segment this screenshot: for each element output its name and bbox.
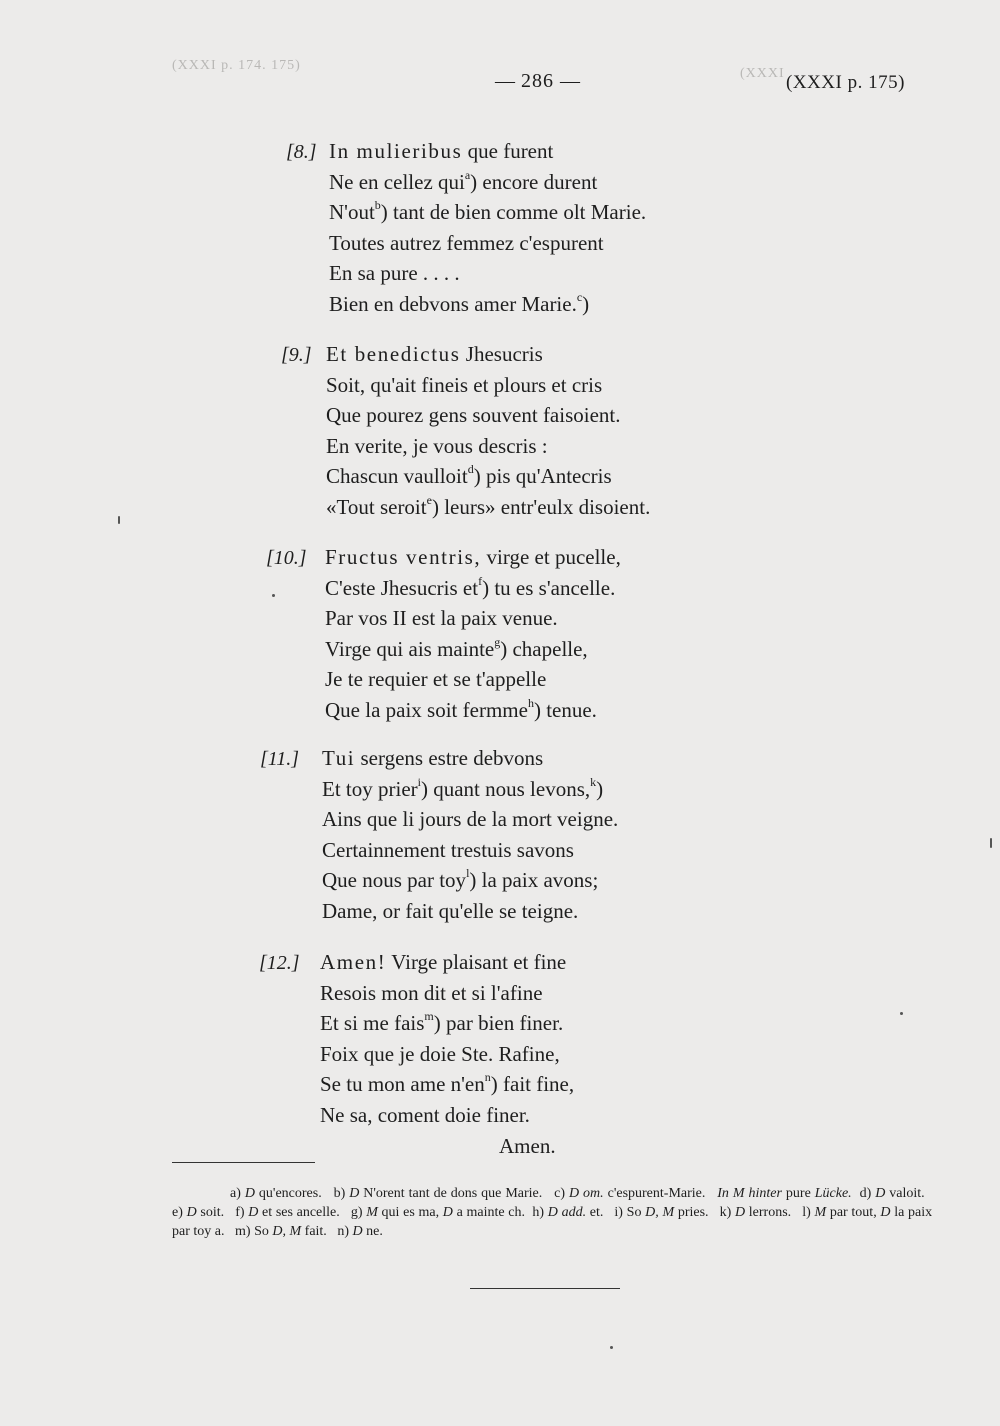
first-line-rest: sergens estre debvons xyxy=(355,746,544,770)
speck-mark xyxy=(900,1012,903,1015)
verse-line: Que nous par toy$^l$) la paix avons; xyxy=(322,866,599,893)
stanza-first-line xyxy=(326,342,543,367)
bleed-through-header-right: (XXXI xyxy=(740,66,785,81)
footnote-marker: m xyxy=(424,1009,434,1024)
verse-line: Bien en debvons amer Marie.$^c$) xyxy=(329,290,590,316)
footnote-marker: i xyxy=(417,774,421,789)
verse-line: Que pourez gens souvent faisoient. xyxy=(326,403,621,428)
stanza-number: [9.] xyxy=(281,344,312,366)
verse-line: N'out$^b$) tant de bien comme olt Marie. xyxy=(329,198,647,225)
latin-incipit: Fructus ventris, xyxy=(325,545,482,569)
verse-line: Certainnement trestuis savons xyxy=(322,837,574,862)
speck-mark xyxy=(610,1346,613,1349)
stanza-first-line xyxy=(320,950,566,975)
latin-incipit: In mulieribus xyxy=(329,139,463,163)
stanza-first-line xyxy=(322,746,543,771)
speck-mark xyxy=(272,594,275,597)
footnote-m: m) So D, M fait. xyxy=(235,1224,327,1239)
verse-line: Par vos II est la paix venue. xyxy=(325,606,558,631)
footnote-k: k) D lerrons. xyxy=(719,1205,792,1220)
footnote-c: c) D om. c'espurent-Marie. xyxy=(554,1186,706,1201)
stanza-number: [11.] xyxy=(260,748,300,770)
footnote-b: b) D N'orent tant de dons que Marie. xyxy=(333,1186,543,1201)
verse-line: Resois mon dit et si l'afine xyxy=(320,980,543,1005)
stanza-first-line xyxy=(329,139,553,164)
footnotes xyxy=(172,1184,932,1241)
footnote-f: f) D et ses ancelle. xyxy=(235,1205,340,1220)
footnote-marker: c xyxy=(576,290,583,304)
stanza-number: [10.] xyxy=(266,547,307,569)
page-number xyxy=(495,70,580,93)
first-line-rest: Jhesucris xyxy=(460,342,543,366)
footnote-marker: k xyxy=(590,774,597,789)
verse-line: Toutes autrez femmez c'espurent xyxy=(329,230,604,255)
bottom-rule xyxy=(470,1288,620,1289)
first-line-rest: que furent xyxy=(462,139,554,163)
stanza-number: [12.] xyxy=(259,952,300,974)
footnote-h: h) D add. et. xyxy=(532,1205,604,1220)
footnote-marker: d xyxy=(467,462,474,477)
page-number-value: 286 xyxy=(521,70,554,92)
footnote-d: d) D valoit. xyxy=(859,1186,925,1201)
verse-line: Ne en cellez qui$^a$) encore durent xyxy=(329,167,598,194)
footnote-marker: e xyxy=(426,493,432,507)
verse-line: Je te requier et se t'appelle xyxy=(325,667,547,692)
page-number-dash-right: — xyxy=(560,70,580,92)
closing-amen: Amen. xyxy=(499,1134,556,1158)
latin-incipit: Amen! xyxy=(320,950,387,974)
verse-line: Chascun vaulloit$^d$) pis qu'Antecris xyxy=(326,462,612,489)
footnote-marker: b xyxy=(374,198,381,213)
verse-line: En sa pure . . . . xyxy=(329,261,460,286)
verse-line: Ne sa, coment doie finer. xyxy=(320,1103,530,1127)
footnote-a: a) D qu'encores. xyxy=(230,1186,322,1201)
footnote-marker: g xyxy=(494,634,501,649)
running-reference: (XXXI p. 175) xyxy=(786,72,905,93)
verse-line: Et toy prier$^i$) quant nous levons,$^k$) xyxy=(322,774,604,801)
footnote-rule xyxy=(172,1162,315,1163)
footnote-marker: a xyxy=(464,167,471,182)
verse-line: Foix que je doie Ste. Rafine, xyxy=(320,1041,560,1066)
footnote-g: g) M qui es ma, D a mainte ch. xyxy=(350,1205,526,1220)
verse-line: En verite, je vous descris : xyxy=(326,433,548,458)
footnote-n: n) D ne. xyxy=(337,1224,383,1239)
footnote-i: i) So D, M pries. xyxy=(614,1205,709,1220)
verse-line: Virge qui ais mainte$^g$) chapelle, xyxy=(325,634,588,661)
footnote-marker: f xyxy=(478,573,483,588)
verse-line: Ains que li jours de la mort veigne. xyxy=(322,807,619,832)
footnote-marker: l xyxy=(466,866,470,881)
footnote-e: e) D soit. xyxy=(172,1205,225,1220)
verse-line: Se tu mon ame $n'en^n$) fait fine, xyxy=(320,1070,575,1097)
stanza-number: [8.] xyxy=(286,141,317,163)
stanza-first-line xyxy=(325,545,621,570)
speck-mark xyxy=(990,838,992,848)
footnote-marker: h xyxy=(527,696,534,710)
footnote-block xyxy=(172,1184,932,1241)
footnote-l: l) M par tout, D la paix par toy a. xyxy=(172,1205,933,1239)
latin-incipit: Et benedictus xyxy=(326,342,461,366)
page-number-dash-left: — xyxy=(495,70,515,92)
latin-incipit: Tui xyxy=(322,746,356,770)
bleed-through-header-left: (XXXI p. 174. 175) xyxy=(172,58,301,73)
verse-line: Que la paix soit fermme$^h$) tenue. xyxy=(325,696,597,722)
footnote-marker: n xyxy=(484,1070,491,1085)
first-line-rest: virge et pucelle, xyxy=(481,545,621,569)
first-line-rest: Virge plaisant et fine xyxy=(386,950,567,974)
verse-line: Et si me fais$^m$) par bien finer. xyxy=(320,1009,564,1036)
speck-mark xyxy=(118,516,120,524)
verse-line: Dame, or fait qu'elle se teigne. xyxy=(322,899,579,923)
footnote-c-note: In M hinter pure Lücke. xyxy=(717,1186,852,1201)
verse-line: Soit, qu'ait fineis et plours et cris xyxy=(326,372,603,397)
verse-line: C'este Jhesucris $et^f$) tu es s'ancelle. xyxy=(325,573,616,600)
verse-line: «Tout seroit$^e$) leurs» entr'eulx disoient. xyxy=(326,493,651,519)
